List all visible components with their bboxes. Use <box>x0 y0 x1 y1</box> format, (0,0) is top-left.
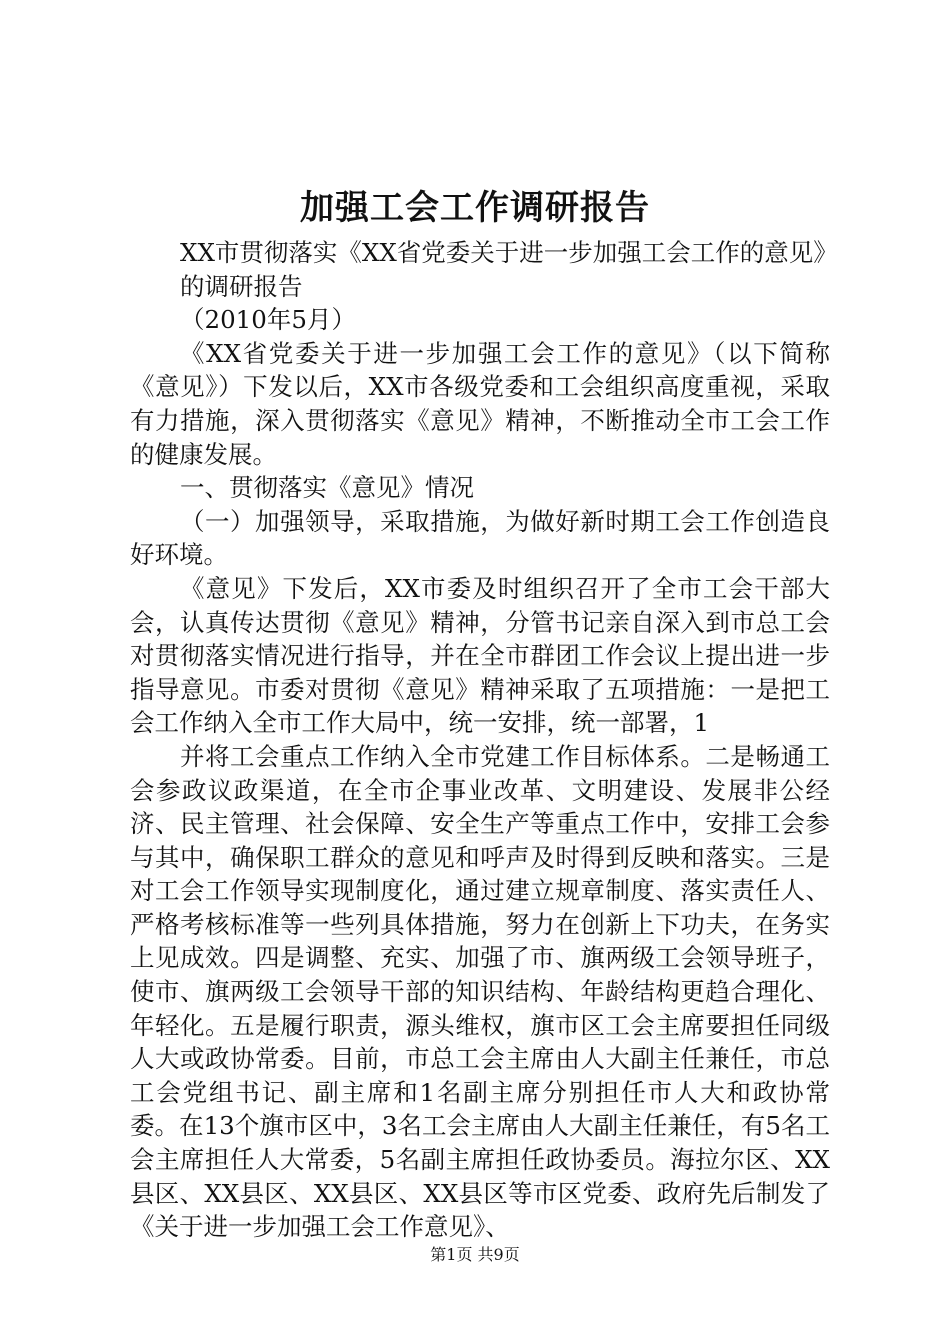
subtitle-line-1: XX市贯彻落实《XX省党委关于进一步加强工会工作的意见》 <box>180 238 838 267</box>
document-title: 加强工会工作调研报告 <box>300 188 650 228</box>
subsection-heading-1: （一）加强领导，采取措施，为做好新时期工会工作创造良好环境。 <box>130 506 830 570</box>
report-date: （2010年5月） <box>180 305 356 335</box>
subtitle-line-2: 的调研报告 <box>180 271 303 301</box>
section-heading-1: 一、贯彻落实《意见》情况 <box>180 473 474 503</box>
page-footer: 第1页 共9页 <box>430 1245 520 1264</box>
body-paragraph-1: 《意见》下发后，XX市委及时组织召开了全市工会干部大会，认真传达贯彻《意见》精神，分管书记亲自深入到市总工会对贯彻落实情况进行指导，并在全市群团工作会议上提出进一步指导意见。市委对贯彻《意见》精神采取了五项措施：一是把工会工作纳入全市工作大局中，统一安排，统一部署，1 <box>130 573 830 738</box>
intro-paragraph: 《XX省党委关于进一步加强工会工作的意见》（以下简称《意见》）下发以后，XX市各级党委和工会组织高度重视，采取有力措施，深入贯彻落实《意见》精神，不断推动全市工会工作的健康发展。 <box>130 338 830 469</box>
document-body <box>130 236 838 1244</box>
body-paragraph-2: 并将工会重点工作纳入全市党建工作目标体系。二是畅通工会参政议政渠道，在全市企事业改革、文明建设、发展非公经济、民主管理、社会保障、安全生产等重点工作中，安排工会参与其中，确保职工群众的意见和呼声及时得到反映和落实。三是对工会工作领导实现制度化，通过建立规章制度、落实责任人、严格考核标准等一些列具体措施，努力在创新上下功夫，在务实上见成效。四是调整、充实、加强了市、旗两级工会领导班子，使市、旗两级工会领导干部的知识结构、年龄结构更趋合理化、年轻化。五是履行职责，源头维权，旗市区工会主席要担任同级人大或政协常委。目前，市总工会主席由人大副主任兼任，市总工会党组书记、副主席和1名副主席分别担任市人大和政协常委。在13个旗市区中，3名工会主席由人大副主任兼任，有5名工会主席担任人大常委，5名副主席担任政协委员。海拉尔区、XX县区、XX县区、XX县区、XX县区等市区党委、政府先后制发了《关于进一步加强工会工作意见》、 <box>130 741 830 1242</box>
